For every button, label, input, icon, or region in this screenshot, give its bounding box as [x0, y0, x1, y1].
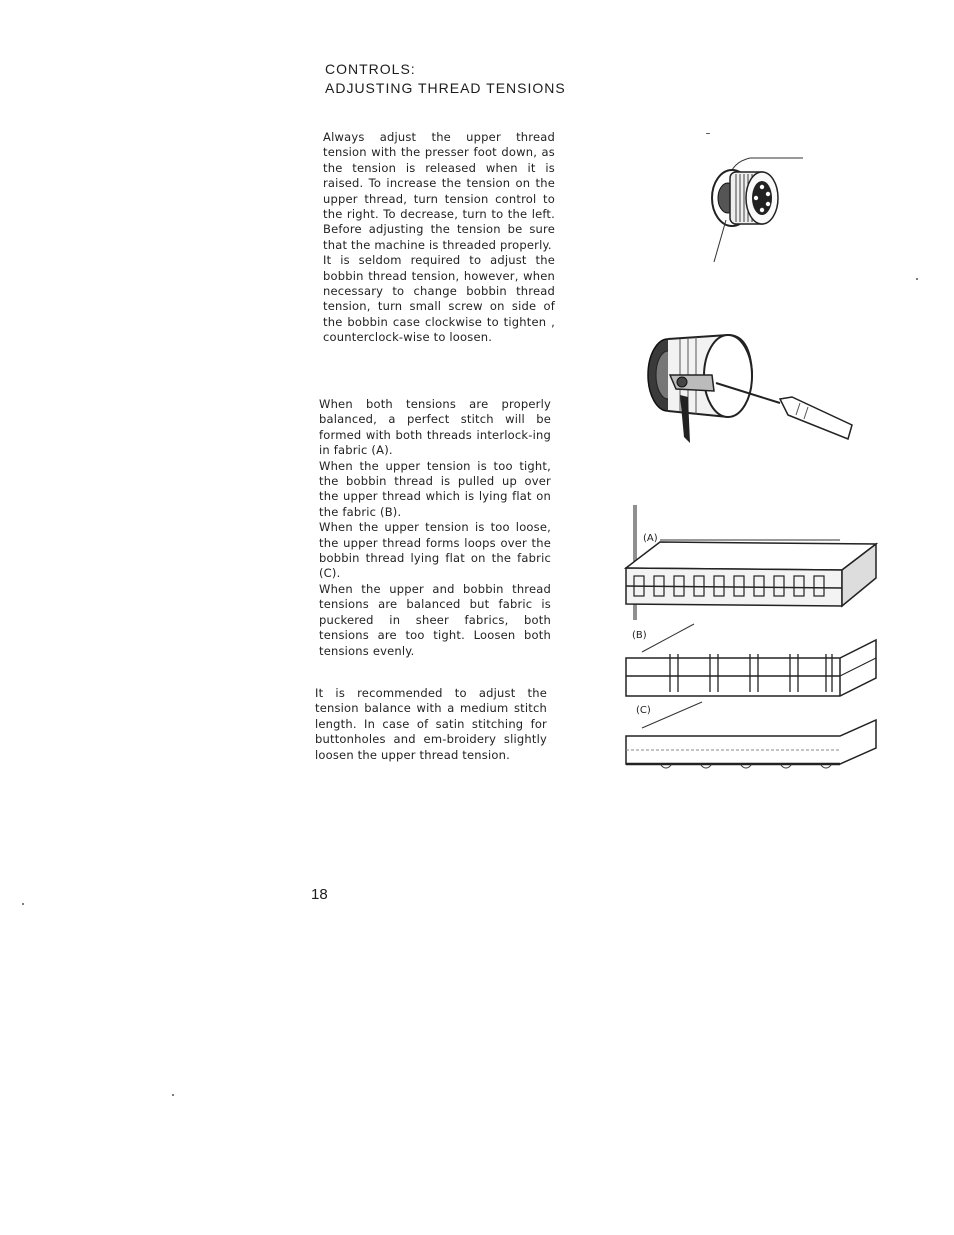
scan-speck: [22, 903, 24, 905]
heading-line-1: CONTROLS:: [325, 61, 416, 77]
paragraph-upper-tension: [323, 130, 555, 346]
figure-label-b: (B): [632, 630, 647, 641]
paragraph-text: Always adjust the upper thread tension with the presser foot down, as the tension is released when it is raised. To increase the tension on the upper thread, turn tension control to the right. To decrease, turn to the left. Before adjusting the tension be sure that the machine is threaded properly.: [323, 130, 555, 252]
paragraph-text: When the upper tension is too loose, the upper thread forms loops over the bobbin thread lying flat on the fabric (C).: [319, 520, 551, 581]
scan-speck: [916, 278, 918, 280]
figure-label-a: (A): [643, 533, 658, 544]
paragraph-text: When both tensions are properly balanced, a perfect stitch will be formed with both threads interlock-ing in fabric (A).: [319, 397, 551, 458]
tension-dial-illustration: [690, 150, 810, 270]
page-heading: [325, 60, 566, 98]
stitch-balance-diagram: [620, 500, 882, 780]
bobbin-case-illustration: [640, 325, 860, 455]
scan-speck: [706, 133, 710, 134]
paragraph-tension-balance: [319, 397, 551, 659]
paragraph-text: When the upper tension is too tight, the bobbin thread is pulled up over the upper thread which is lying flat on the fabric (B).: [319, 458, 551, 519]
paragraph-text: It is seldom required to adjust the bobbin thread tension, however, when necessary to change bobbin thread tension, turn small screw on side of the bobbin case clockwise to tighten , counterclock-wise to loosen.: [323, 253, 555, 345]
heading-line-2: ADJUSTING THREAD TENSIONS: [325, 80, 566, 96]
paragraph-text: When the upper and bobbin thread tensions are balanced but fabric is puckered in sheer fabrics, both tensions are too tight. Loosen both tensions evenly.: [319, 581, 551, 658]
paragraph-recommendation: [315, 686, 547, 763]
figure-label-c: (C): [636, 705, 651, 716]
paragraph-text: It is recommended to adjust the tension balance with a medium stitch length. In case of satin stitching for buttonholes and em-broidery slightly loosen the upper thread tension.: [315, 686, 547, 762]
page-number: 18: [311, 886, 328, 903]
scan-speck: [172, 1094, 174, 1096]
